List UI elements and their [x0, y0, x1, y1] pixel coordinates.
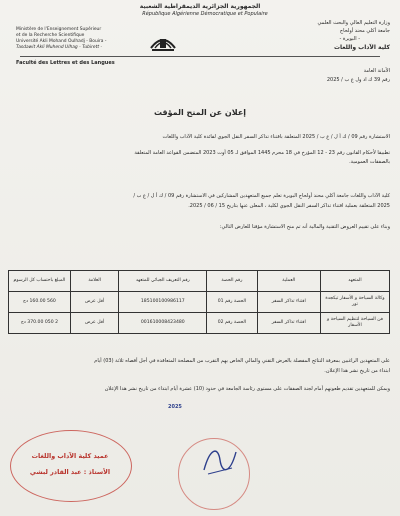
header-fr-ministry-2: et de la Recherche Scientifique	[16, 33, 85, 38]
header-divider	[20, 56, 380, 57]
cell-tax-id: 185100100986117	[119, 292, 207, 313]
header-fr-faculty: Faculté des Lettres et des Langues	[16, 60, 115, 66]
table-header-row	[9, 271, 390, 292]
cell-mark: أقل عرض	[70, 313, 119, 334]
cell-amount: 560 160.00 دج	[9, 292, 71, 313]
cell-operation: اقتناء تذاكر السفر	[257, 313, 320, 334]
col-tax-id: رقم التعريف الجبائي للمتعهد	[119, 271, 207, 292]
footer-appeal: ويمكن للمتعهدين تقديم طعونهم أمام لجنة الصفقات على مستوى رئاسة الجامعة في حدود (10) عشرة أيام ابتداء من تاريخ نشر هذا الإعلان	[104, 386, 390, 392]
cell-lot: الحصة رقم 01	[207, 292, 257, 313]
signer-title: عميد كلية الآداب واللغات	[31, 452, 109, 460]
header-ar-ministry: وزارة التعليم العالي والبحث العلمي	[317, 20, 390, 26]
header-ar-faculty: كلية الآداب واللغات	[333, 44, 390, 51]
cell-bidder: فن السياحة لتنظيم السياحة و الأسفار	[320, 313, 389, 334]
signature	[200, 440, 240, 480]
reference-number: رقم 39 ك اد ول ع ب / 2025	[326, 77, 390, 83]
cell-amount: 2 050 370.00 دج	[9, 313, 71, 334]
footer-inquiry: على المتعهدين الراغبين بمعرفة النتائج المفصلة بالعرض التقني والمالي الخاص بهم التقرب من المصلحة المتعاقدة في أجل أقصاه ثلاثة (03) أيام	[94, 358, 390, 364]
header-ar-city: - البويرة -	[339, 36, 360, 42]
paragraph-consultation: الاستشارة رقم 09 / ك أ ل / ع ب / 2025 المتعلقة باقتناء تذاكر السفر النقل الجوي لفائدة كلية الآداب واللغات	[162, 134, 390, 140]
cell-operation: اقتناء تذاكر السفر	[257, 292, 320, 313]
university-logo	[148, 28, 178, 54]
cell-tax-id: 001610008423480	[119, 313, 207, 334]
table-row	[9, 292, 390, 313]
cell-lot: الحصة رقم 02	[207, 313, 257, 334]
cell-bidder: وكالة السياحة و الأسفار تيكجدة تور	[320, 292, 389, 313]
cell-mark: أقل عرض	[70, 292, 119, 313]
table-row	[9, 313, 390, 334]
award-table	[8, 270, 390, 334]
header-ar-university: جامعة أكلي محند أولحاج	[339, 28, 390, 34]
col-lot: رقم الحصة	[207, 271, 257, 292]
header-fr-ministry-1: Ministère de l'Enseignement Supérieur	[16, 27, 102, 32]
dean-stamp	[10, 430, 132, 502]
document-title: إعلان عن المنح المؤقت	[153, 108, 247, 117]
col-operation: العملية	[257, 271, 320, 292]
signer-name: الأستاذ : عبد القادر لبشي	[29, 468, 111, 476]
paragraph-notice: كلية الآداب واللغات جامعة أكلي محند أولحاج البويرة تعلم جميع المتعهدين المشاركين في الاستشارة رقم 09 / ك أ ل / ع ب /	[133, 193, 390, 199]
header-tifinagh: Tasdawit Akli Muhend Ulhag - Tubirett -	[16, 45, 103, 50]
paragraph-award: وبناء على تقييم العروض التقنية والمالية أنه تم منح الاستشارة مؤقتا للعارض التالي:	[219, 224, 390, 230]
paragraph-law-end: بالصفقات العمومية.	[349, 159, 390, 165]
paragraph-notice-2: 2025 المتعلقة بعملية اقتناء تذاكر السفر النقل الجوي لكلية ، المعلن عنها بتاريخ 15 / 06 / 2025.	[188, 203, 390, 209]
header-fr-university: Université Akli Mohand Oulhadj - Bouira -	[16, 39, 107, 44]
signature-date: 2025	[168, 404, 182, 410]
header-ar-republic: الجمهورية الجزائرية الديمقراطية الشعبية	[139, 3, 261, 10]
header-ar-secretariat: الأمانة العامة	[363, 68, 390, 74]
col-mark: العلامة	[70, 271, 119, 292]
paragraph-law: تطبيقا لأحكام القانون رقم 23 - 12 المؤرخ في 18 محرم 1445 الموافق لـ 05 أوت 2023 المتضمن القواعد العامة المتعلقة	[134, 150, 390, 156]
header-fr-republic: République Algérienne Démocratique et Populaire	[142, 11, 268, 17]
footer-inquiry-end: ابتداء من تاريخ نشر هذا الإعلان.	[324, 368, 390, 374]
col-amount: المبلغ باحتساب كل الرسوم	[9, 271, 71, 292]
col-bidder: المتعهد	[320, 271, 389, 292]
